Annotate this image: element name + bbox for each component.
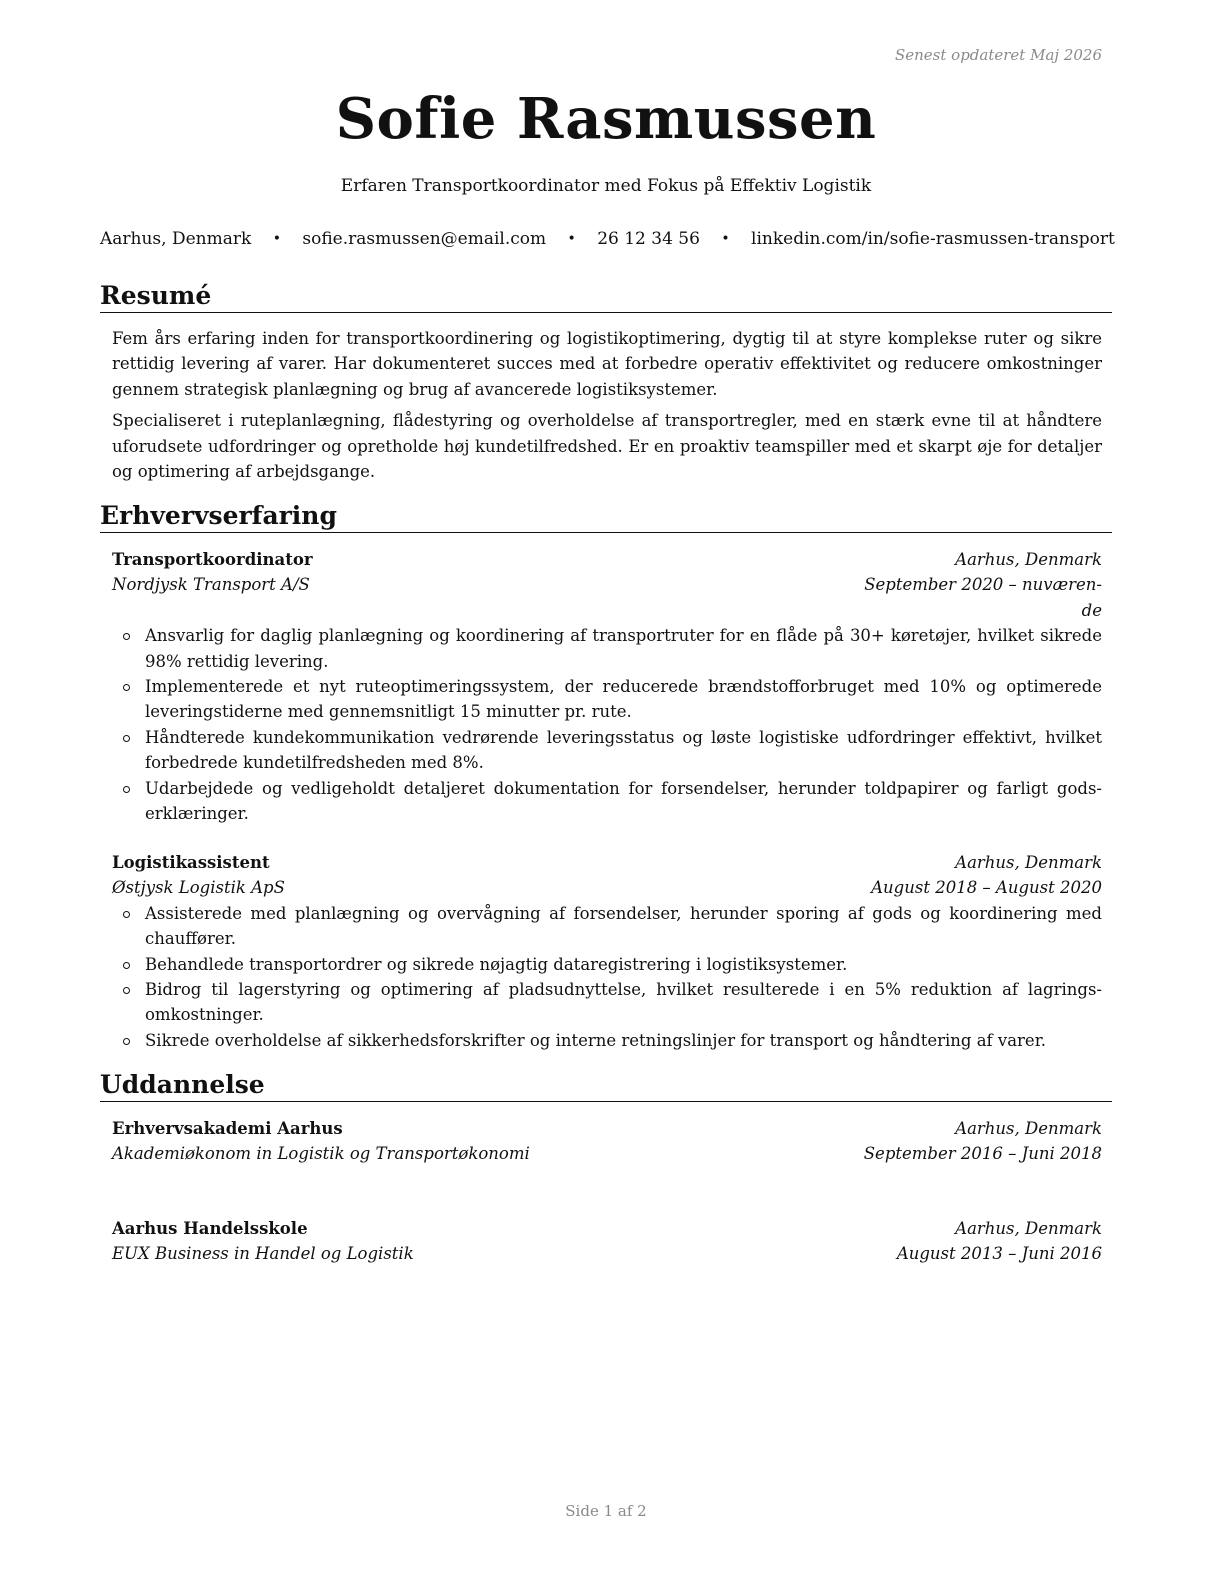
section-title-experience: Erhvervserfaring — [100, 501, 1112, 533]
education-dates: August 2013 – Juni 2016 — [896, 1244, 1102, 1264]
last-updated: Senest opdateret Maj 2026 — [894, 46, 1102, 64]
list-item: Assisterede med planlægning og overvågning af forsendelser, herunder sporing af gods og koordinering med chauffører. — [145, 901, 1102, 952]
school-name: Erhvervsakademi Aarhus — [112, 1119, 343, 1138]
contact-email[interactable]: sofie.rasmussen@email.com — [302, 229, 547, 249]
degree: Akademiøkonom in Logistik og Transportøkonomi — [112, 1144, 530, 1164]
education-dates: September 2016 – Juni 2018 — [863, 1144, 1102, 1164]
job-entry — [112, 547, 1102, 826]
school-name: Aarhus Handelsskole — [112, 1219, 308, 1238]
job-bullets — [112, 623, 1102, 826]
job-dates: August 2018 – August 2020 — [871, 878, 1102, 898]
job-role: Transportkoordinator — [112, 550, 313, 569]
job-bullets — [112, 901, 1102, 1053]
list-item: Sikrede overholdelse af sikkerhedsforskrifter og interne retningslinjer for transport og håndtering af varer. — [145, 1028, 1102, 1053]
tagline: Erfaren Transportkoordinator med Fokus på Effektiv Logistik — [340, 176, 872, 196]
job-company: Østjysk Logistik ApS — [112, 878, 285, 898]
section-title-summary: Resumé — [100, 281, 1112, 313]
page-number: Side 1 af 2 — [565, 1502, 647, 1520]
education-entry — [112, 1116, 1102, 1167]
job-company: Nordjysk Transport A/S — [112, 575, 310, 595]
list-item: Håndterede kundekommunikation vedrørende leveringsstatus og løste logistiske udfordringer effektivt, hvilket forbedrede kundetilfredsheden med 8%. — [145, 725, 1102, 776]
list-item: Udarbejdede og vedligeholdt detaljeret dokumentation for forsendelser, herunder toldpapirer og farligt gods-erklæringer. — [145, 776, 1102, 827]
job-role: Logistikassistent — [112, 853, 270, 872]
bullet-separator: • — [567, 231, 576, 247]
contact-phone: 26 12 34 56 — [597, 229, 700, 249]
bullet-separator: • — [721, 231, 730, 247]
summary-paragraph: Fem års erfaring inden for transportkoordinering og logistikoptimering, dygtig til at styre komplekse ruter og sikre rettidig levering af varer. Har dokumenteret succes med at forbedre operativ effektivitet og reducere omkostninger gennem strategisk planlægning og brug af avancerede logistiksystemer. — [112, 329, 1102, 399]
bullet-separator: • — [272, 231, 281, 247]
list-item: Bidrog til lagerstyring og optimering af pladsudnyttelse, hvilket resulterede i en 5% reduktion af lagrings-omkostninger. — [145, 977, 1102, 1028]
summary-section — [112, 326, 1102, 484]
candidate-name: Sofie Rasmussen — [335, 86, 877, 152]
job-entry — [112, 850, 1102, 1053]
summary-paragraph: Specialiseret i ruteplanlægning, flådestyring og overholdelse af transportregler, med en stærk evne til at håndtere uforudsete udfordringer og opretholde høj kundetilfredshed. Er en proaktiv teamspiller med et skarpt øje for detaljer og optimering af arbejdsgange. — [112, 411, 1102, 482]
resume-page — [100, 0, 1115, 1584]
contact-linkedin[interactable]: linkedin.com/in/sofie-rasmussen-transport — [751, 229, 1115, 249]
list-item: Ansvarlig for daglig planlægning og koordinering af transportruter for en flåde på 30+ køretøjer, hvilket sikrede 98% rettidig levering. — [145, 623, 1102, 674]
list-item: Implementerede et nyt ruteoptimeringssystem, der reducerede brændstofforbruget med 10% og optimerede leveringstiderne med gennemsnitligt 15 minutter pr. rute. — [145, 674, 1102, 725]
list-item: Behandlede transportordrer og sikrede nøjagtig dataregistrering i logistiksystemer. — [145, 952, 1102, 977]
contact-location: Aarhus, Denmark — [100, 229, 252, 249]
job-location: Aarhus, Denmark — [955, 550, 1102, 569]
job-dates: September 2020 – nuværen-de — [864, 575, 1102, 620]
school-location: Aarhus, Denmark — [955, 1219, 1102, 1238]
school-location: Aarhus, Denmark — [955, 1119, 1102, 1138]
education-entry — [112, 1216, 1102, 1267]
contact-line — [100, 229, 1115, 249]
job-location: Aarhus, Denmark — [955, 853, 1102, 872]
section-title-education: Uddannelse — [100, 1070, 1112, 1102]
degree: EUX Business in Handel og Logistik — [112, 1244, 414, 1264]
